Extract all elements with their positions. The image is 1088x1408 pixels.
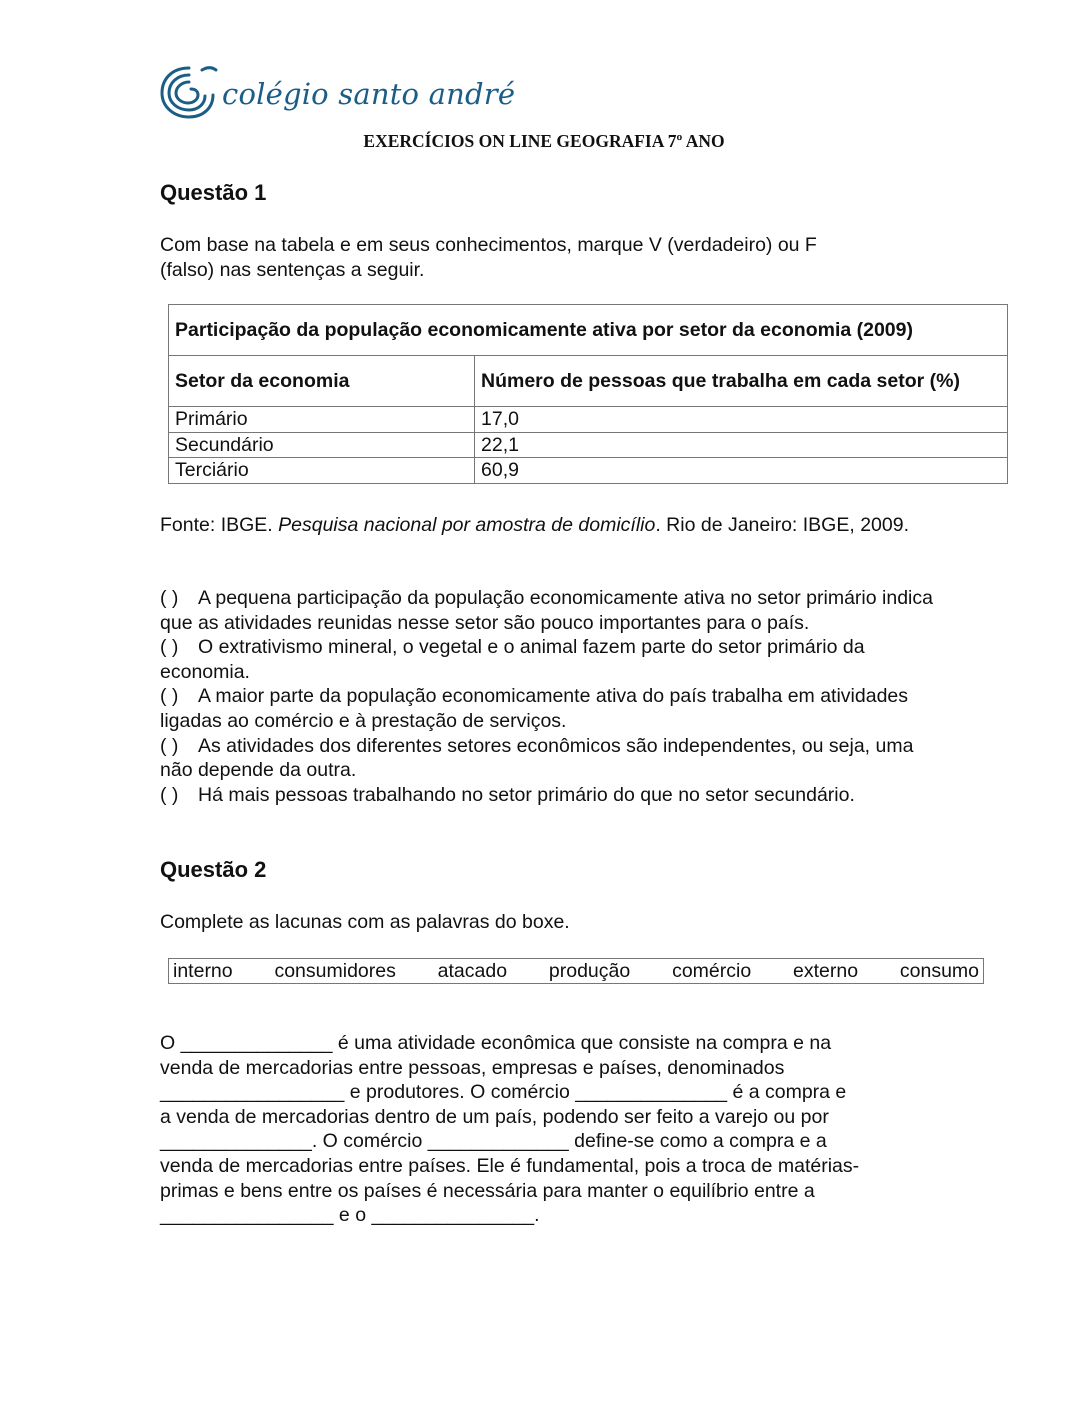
source-suffix: . Rio de Janeiro: IBGE, 2009. <box>655 514 909 536</box>
answer-box[interactable]: ( ) <box>160 685 179 708</box>
fill-in-line: venda de mercadorias entre pessoas, empresas e países, denominados <box>160 1056 785 1079</box>
statement-text: A maior parte da população economicamente ativa do país trabalha em atividades ligadas ao comércio e à prestação de serviços. <box>160 685 909 732</box>
answer-box[interactable]: ( ) <box>160 783 179 806</box>
logo-text: colégio santo andré <box>222 77 516 111</box>
table-caption-row <box>169 305 1008 356</box>
word-box-item: comércio <box>672 959 752 982</box>
fill-in-line: ________________ e o _______________. <box>160 1204 540 1227</box>
table-cell-value: 60,9 <box>475 458 1008 484</box>
table-cell-sector: Primário <box>169 407 475 433</box>
statement-item <box>160 586 950 635</box>
document-title: EXERCÍCIOS ON LINE GEOGRAFIA 7º ANO <box>363 131 725 151</box>
source-title: Pesquisa nacional por amostra de domicílio <box>278 514 656 536</box>
statement-text: A pequena participação da população economicamente ativa no setor primário indica que as atividades reunidas nesse setor são pouco importantes para o país. <box>160 587 933 634</box>
word-box-item: produção <box>548 959 631 982</box>
table-caption: Participação da população economicamente ativa por setor da economia (2009) <box>169 305 1008 356</box>
statement-text: O extrativismo mineral, o vegetal e o animal fazem parte do setor primário da economia. <box>160 636 865 683</box>
statement-text: As atividades dos diferentes setores econômicos são independentes, ou seja, uma não depende da outra. <box>160 734 914 782</box>
statement-item <box>160 783 950 808</box>
fill-in-paragraph <box>160 1031 950 1228</box>
table-cell-sector: Terciário <box>169 458 475 484</box>
fill-in-line: primas e bens entre os países é necessária para manter o equilíbrio entre a <box>160 1179 815 1202</box>
answer-box[interactable]: ( ) <box>160 636 179 659</box>
statement-item <box>160 734 950 783</box>
question-1-heading: Questão 1 <box>160 180 267 205</box>
table-header-percentage: Número de pessoas que trabalha em cada setor (%) <box>475 356 1008 407</box>
word-box-item: interno <box>173 959 233 982</box>
school-logo <box>158 62 515 122</box>
data-table <box>168 304 1008 484</box>
statement-text: Há mais pessoas trabalhando no setor primário do que no setor secundário. <box>198 783 855 806</box>
fill-in-line: _________________ e produtores. O comércio ______________ é a compra e <box>160 1081 847 1104</box>
fill-in-line: a venda de mercadorias dentro de um país, podendo ser feito a varejo ou por <box>160 1105 829 1128</box>
table-row <box>169 407 1008 433</box>
word-box-item: consumo <box>899 959 979 982</box>
word-box-item: atacado <box>437 959 508 982</box>
statement-item <box>160 684 950 733</box>
table-header-row <box>169 356 1008 407</box>
question-1-instruction: Com base na tabela e em seus conhecimentos, marque V (verdadeiro) ou F (falso) nas sentenças a seguir. <box>160 234 817 281</box>
statement-list <box>160 586 950 807</box>
table-row <box>169 432 1008 458</box>
word-box <box>168 958 984 984</box>
table-cell-value: 22,1 <box>475 432 1008 458</box>
answer-box[interactable]: ( ) <box>160 734 179 757</box>
swirl-logo-icon <box>158 62 220 122</box>
word-box-item: externo <box>793 959 859 982</box>
table-cell-sector: Secundário <box>169 432 475 458</box>
table-row <box>169 458 1008 484</box>
fill-in-line: O ______________ é uma atividade econômica que consiste na compra e na <box>160 1032 832 1054</box>
statement-item <box>160 635 950 684</box>
question-2-heading: Questão 2 <box>160 857 267 882</box>
table-header-sector: Setor da economia <box>169 356 475 407</box>
fill-in-line: ______________. O comércio _____________ define-se como a compra e a <box>160 1130 827 1153</box>
fill-in-line: venda de mercadorias entre países. Ele é fundamental, pois a troca de matérias- <box>160 1154 860 1177</box>
word-box-item: consumidores <box>274 959 396 982</box>
answer-box[interactable]: ( ) <box>160 587 179 609</box>
question-2-instruction: Complete as lacunas com as palavras do boxe. <box>160 911 570 933</box>
source-prefix: Fonte: IBGE. <box>160 514 279 536</box>
table-source <box>160 513 960 538</box>
table-cell-value: 17,0 <box>475 407 1008 433</box>
